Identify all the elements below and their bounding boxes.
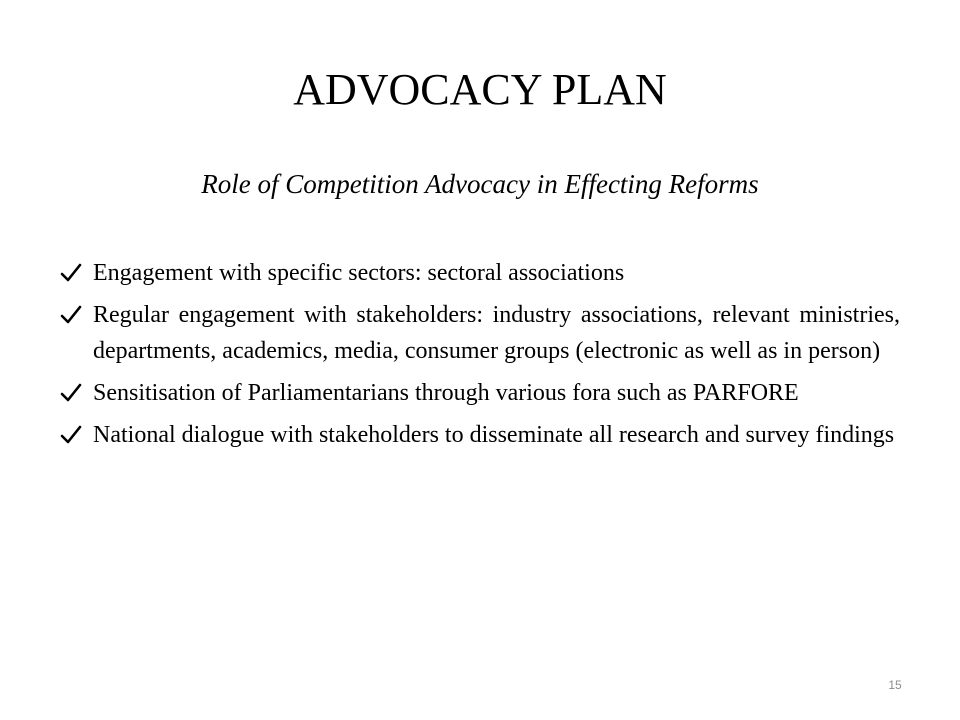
bullet-item (60, 375, 900, 411)
checkmark-icon (60, 262, 82, 284)
bullet-text: Regular engagement with stakeholders: industry associations, relevant ministries, departments, academics, media, consumer groups (electronic as well as in person) (93, 302, 900, 364)
bullet-list (60, 255, 900, 459)
checkmark-icon (60, 304, 82, 326)
bullet-item (60, 417, 900, 453)
bullet-item (60, 297, 900, 369)
bullet-text: Sensitisation of Parliamentarians through various fora such as PARFORE (93, 380, 799, 406)
bullet-text: National dialogue with stakeholders to disseminate all research and survey findings (93, 422, 895, 448)
page-number: 15 (888, 678, 902, 692)
bullet-item (60, 255, 900, 291)
checkmark-icon (60, 424, 82, 446)
checkmark-icon (60, 382, 82, 404)
slide-subtitle: Role of Competition Advocacy in Effecting Reforms (201, 169, 759, 199)
slide-title: ADVOCACY PLAN (293, 65, 667, 114)
bullet-text: Engagement with specific sectors: sectoral associations (93, 260, 625, 286)
